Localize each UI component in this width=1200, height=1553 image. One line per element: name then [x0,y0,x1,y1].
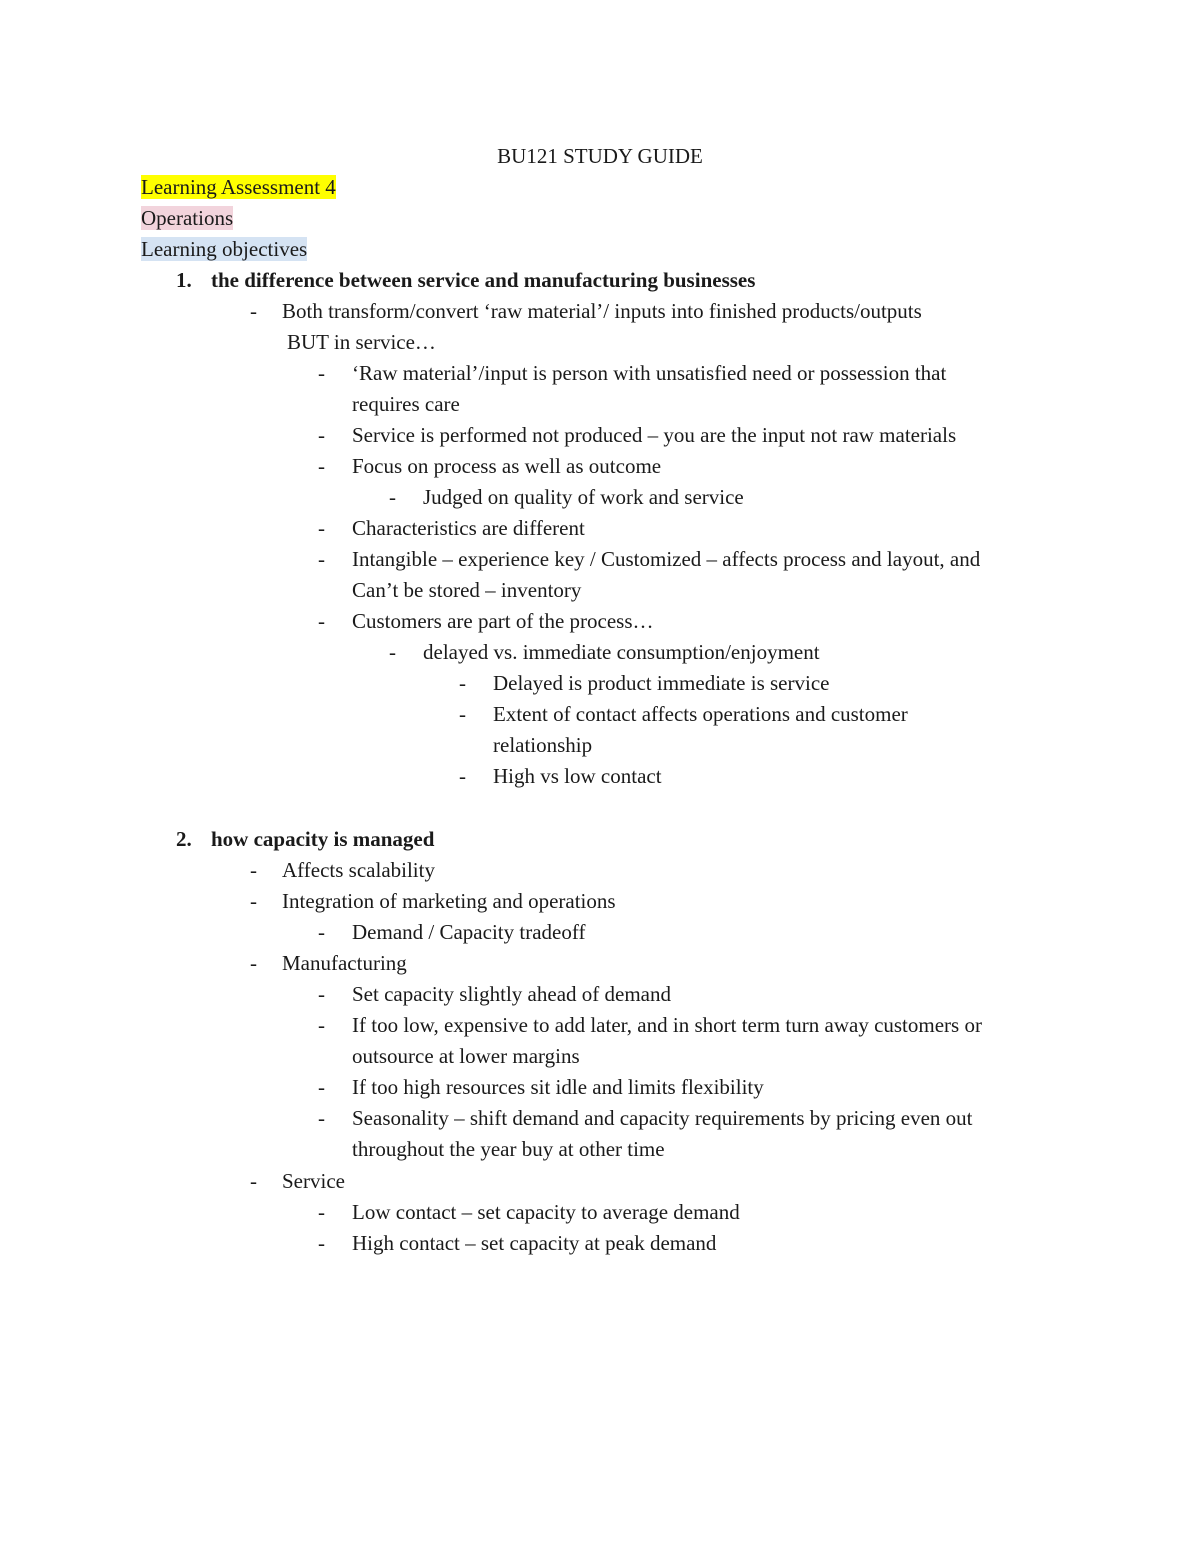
bullet-dash: - [318,609,325,633]
bullet-dash: - [318,454,325,478]
bullet-dash: - [459,671,466,695]
section1-line12b: relationship [493,733,593,757]
section2-line4: Manufacturing [282,951,407,975]
bullet-dash: - [318,1106,325,1130]
section1-line2: BUT in service… [287,330,436,354]
section2-line10: Low contact – set capacity to average demand [352,1200,740,1224]
section2-line8: Seasonality – shift demand and capacity requirements by pricing even out [352,1106,973,1130]
bullet-dash: - [318,547,325,571]
bullet-dash: - [318,516,325,540]
section2-line1: Affects scalability [282,858,435,882]
bullet-dash: - [250,858,257,882]
section1-line3: ‘Raw material’/input is person with unsatisfied need or possession that [352,361,947,385]
bullet-dash: - [250,299,257,323]
bullet-dash: - [250,1169,257,1193]
bullet-dash: - [459,764,466,788]
topic-highlight: Operations [141,206,234,230]
bullet-dash: - [250,951,257,975]
section1-number: 1. [176,268,192,292]
bullet-dash: - [318,982,325,1006]
section1-line11: Delayed is product immediate is service [493,671,830,695]
section1-line6: Judged on quality of work and service [423,485,744,509]
section2-number: 2. [176,827,192,851]
section1-title: the difference between service and manufacturing businesses [211,268,756,292]
assessment-highlight: Learning Assessment 4 [141,175,336,199]
section2-line11: High contact – set capacity at peak demand [352,1231,717,1255]
section1-line4: Service is performed not produced – you are the input not raw materials [352,423,957,447]
section1-line5: Focus on process as well as outcome [352,454,662,478]
bullet-dash: - [318,1075,325,1099]
section2-line5: Set capacity slightly ahead of demand [352,982,671,1006]
section1-line12: Extent of contact affects operations and customer [493,702,908,726]
section2-line6: If too low, expensive to add later, and in short term turn away customers or [352,1013,982,1037]
heading-objectives [141,234,307,265]
section2-title: how capacity is managed [211,827,435,851]
bullet-dash: - [459,702,466,726]
bullet-dash: - [318,361,325,385]
bullet-dash: - [318,1231,325,1255]
section1-line7: Characteristics are different [352,516,585,540]
section1-line3b: requires care [352,392,460,416]
heading-assessment [141,172,336,203]
section1-line10: delayed vs. immediate consumption/enjoyment [423,640,820,664]
bullet-dash: - [250,889,257,913]
heading-topic [141,203,233,234]
section2-line6b: outsource at lower margins [352,1044,580,1068]
bullet-dash: - [318,1013,325,1037]
objectives-highlight: Learning objectives [141,237,308,261]
section1-line13: High vs low contact [493,764,662,788]
bullet-dash: - [318,1200,325,1224]
bullet-dash: - [318,423,325,447]
section1-line8: Intangible – experience key / Customized – affects process and layout, and [352,547,981,571]
section2-line2: Integration of marketing and operations [282,889,616,913]
section1-line8b: Can’t be stored – inventory [352,578,582,602]
section2-line7: If too high resources sit idle and limits flexibility [352,1075,764,1099]
section2-line9: Service [282,1169,345,1193]
section1-line9: Customers are part of the process… [352,609,654,633]
bullet-dash: - [318,920,325,944]
section2-line8b: throughout the year buy at other time [352,1137,665,1161]
bullet-dash: - [389,640,396,664]
bullet-dash: - [389,485,396,509]
section1-line1: Both transform/convert ‘raw material’/ inputs into finished products/outputs [282,299,922,323]
section2-line3: Demand / Capacity tradeoff [352,920,586,944]
document-title: BU121 STUDY GUIDE [497,144,703,168]
